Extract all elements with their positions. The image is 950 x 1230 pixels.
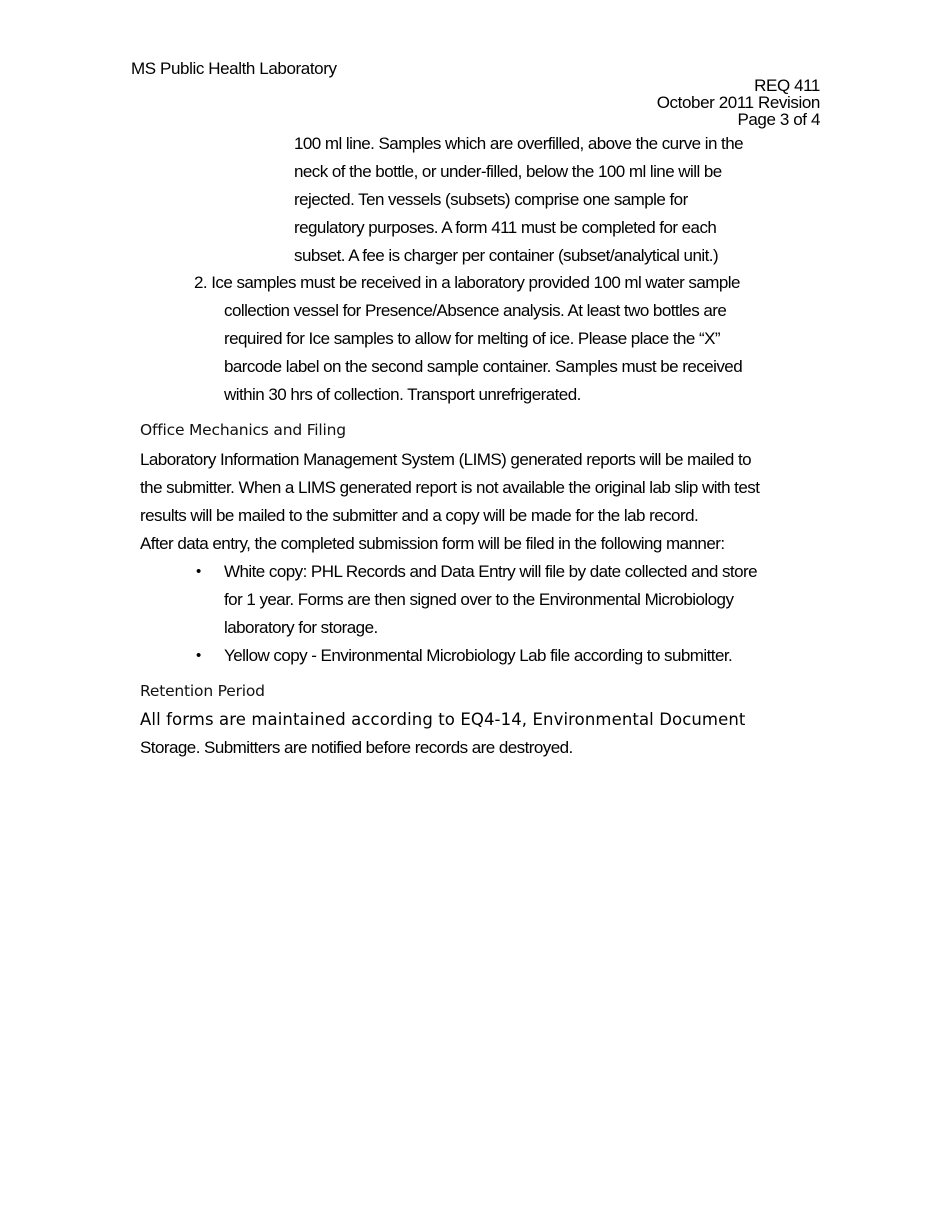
text-line: laboratory for storage. <box>224 618 378 637</box>
text-line: All forms are maintained according to EQ4-14, Environmental Document <box>140 710 746 729</box>
header-page-number: Page 3 of 4 <box>737 110 820 129</box>
text-line: 100 ml line. Samples which are overfilled, above the curve in the <box>294 134 744 153</box>
text-line: After data entry, the completed submission form will be filed in the following manner: <box>140 534 725 553</box>
text-line: subset. A fee is charger per container (subset/analytical unit.) <box>294 246 719 265</box>
bullet-icon: • <box>196 563 201 580</box>
sample-requirements-continued <box>294 130 814 270</box>
text-line: collection vessel for Presence/Absence analysis. At least two bottles are <box>224 301 727 320</box>
ice-samples-item <box>194 269 814 409</box>
bullet-icon: • <box>196 647 201 664</box>
text-line: rejected. Ten vessels (subsets) comprise one sample for <box>294 190 688 209</box>
list-item <box>140 642 830 670</box>
section-heading-office-mechanics: Office Mechanics and Filing <box>140 421 346 439</box>
section-heading-retention-period: Retention Period <box>140 682 265 700</box>
text-line: White copy: PHL Records and Data Entry will file by date collected and store <box>224 562 758 581</box>
filing-bullet-list <box>140 558 830 670</box>
header-revision: October 2011 Revision <box>656 93 820 112</box>
text-line: barcode label on the second sample container. Samples must be received <box>224 357 743 376</box>
text-line: neck of the bottle, or under-filled, below the 100 ml line will be <box>294 162 722 181</box>
text-line: the submitter. When a LIMS generated report is not available the original lab slip with test <box>140 478 760 497</box>
header-organization: MS Public Health Laboratory <box>131 59 337 78</box>
header-meta <box>657 77 820 128</box>
office-mechanics-paragraph <box>140 446 830 558</box>
text-line: Yellow copy - Environmental Microbiology Lab file according to submitter. <box>224 646 733 665</box>
list-item-number-line: 2. Ice samples must be received in a laboratory provided 100 ml water sample <box>194 273 740 292</box>
text-line: regulatory purposes. A form 411 must be completed for each <box>294 218 717 237</box>
text-line: required for Ice samples to allow for melting of ice. Please place the “X” <box>224 329 720 348</box>
text-line: within 30 hrs of collection. Transport unrefrigerated. <box>224 385 581 404</box>
header-form-id: REQ 411 <box>754 76 820 95</box>
text-line: results will be mailed to the submitter and a copy will be made for the lab record. <box>140 506 699 525</box>
list-item <box>140 558 830 642</box>
retention-paragraph <box>140 706 830 762</box>
text-line: for 1 year. Forms are then signed over to the Environmental Microbiology <box>224 590 734 609</box>
text-line: Storage. Submitters are notified before records are destroyed. <box>140 738 573 757</box>
text-line: Laboratory Information Management System (LIMS) generated reports will be mailed to <box>140 450 752 469</box>
